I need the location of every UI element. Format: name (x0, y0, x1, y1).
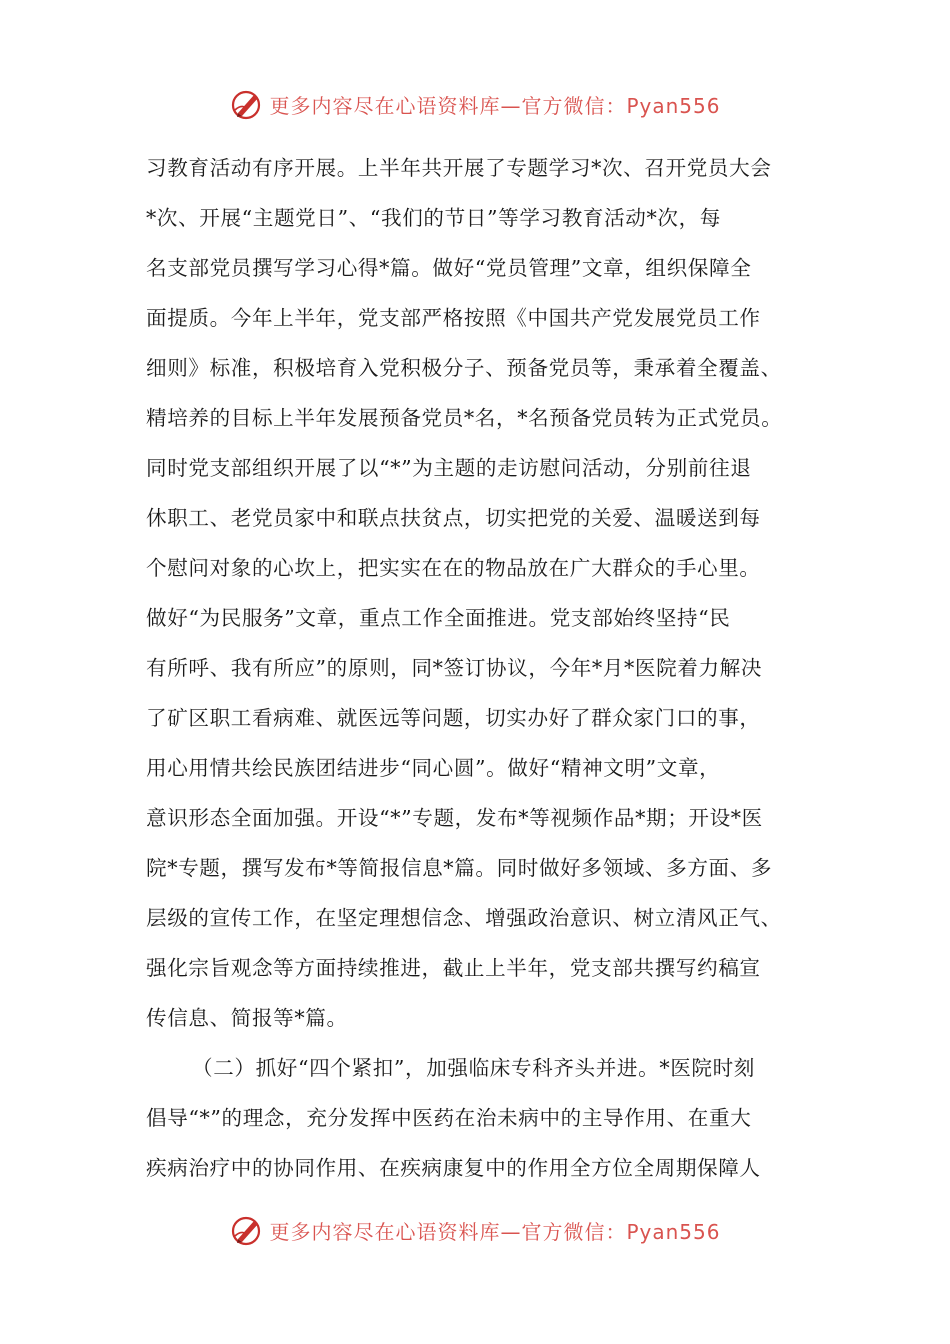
text-line: 同时党支部组织开展了以“*”为主题的走访慰问活动，分别前往退 (146, 456, 752, 480)
header-watermark (0, 84, 950, 124)
footer-watermark (0, 1210, 950, 1250)
text-line: 习教育活动有序开展。上半年共开展了专题学习*次、召开党员大会 (146, 156, 772, 180)
document-body (146, 143, 808, 1193)
text-line: 疾病治疗中的协同作用、在疾病康复中的作用全方位全周期保障人 (146, 1156, 761, 1180)
text-line: 名支部党员撰写学习心得*篇。做好“党员管理”文章，组织保障全 (146, 256, 752, 280)
watermark-text: 更多内容尽在心语资料库—官方微信：Pyan556 (269, 1219, 721, 1244)
text-line: 意识形态全面加强。开设“*”专题，发布*等视频作品*期；开设*医 (146, 806, 763, 830)
pen-circle-icon (229, 1212, 265, 1248)
section-heading-line: （二）抓好“四个紧扣”，加强临床专科齐头并进。*医院时刻 (192, 1056, 755, 1080)
text-line: 休职工、老党员家中和联点扶贫点，切实把党的关爱、温暖送到每 (146, 506, 761, 530)
text-line: 层级的宣传工作，在坚定理想信念、增强政治意识、树立清风正气、 (146, 906, 782, 930)
text-line: 用心用情共绘民族团结进步“同心圆”。做好“精神文明”文章， (146, 756, 721, 780)
text-line: *次、开展“主题党日”、“我们的节日”等学习教育活动*次，每 (146, 206, 721, 230)
text-line: 做好“为民服务”文章，重点工作全面推进。党支部始终坚持“民 (146, 606, 731, 630)
text-line: 个慰问对象的心坎上，把实实在在的物品放在广大群众的手心里。 (146, 556, 761, 580)
text-line: 精培养的目标上半年发展预备党员*名，*名预备党员转为正式党员。 (146, 406, 783, 430)
text-line: 院*专题，撰写发布*等简报信息*篇。同时做好多领域、多方面、多 (146, 856, 773, 880)
text-line: 传信息、简报等*篇。 (146, 1006, 348, 1030)
pen-circle-icon (229, 86, 265, 122)
text-line: 了矿区职工看病难、就医远等问题，切实办好了群众家门口的事， (146, 706, 761, 730)
text-line: 细则》标准，积极培育入党积极分子、预备党员等，秉承着全覆盖、 (146, 356, 782, 380)
text-line: 强化宗旨观念等方面持续推进，截止上半年，党支部共撰写约稿宣 (146, 956, 761, 980)
text-line: 倡导“*”的理念，充分发挥中医药在治未病中的主导作用、在重大 (146, 1106, 752, 1130)
text-line: 面提质。今年上半年，党支部严格按照《中国共产党发展党员工作 (146, 306, 761, 330)
watermark-text: 更多内容尽在心语资料库—官方微信：Pyan556 (269, 93, 721, 118)
text-line: 有所呼、我有所应”的原则，同*签订协议，今年*月*医院着力解决 (146, 656, 763, 680)
